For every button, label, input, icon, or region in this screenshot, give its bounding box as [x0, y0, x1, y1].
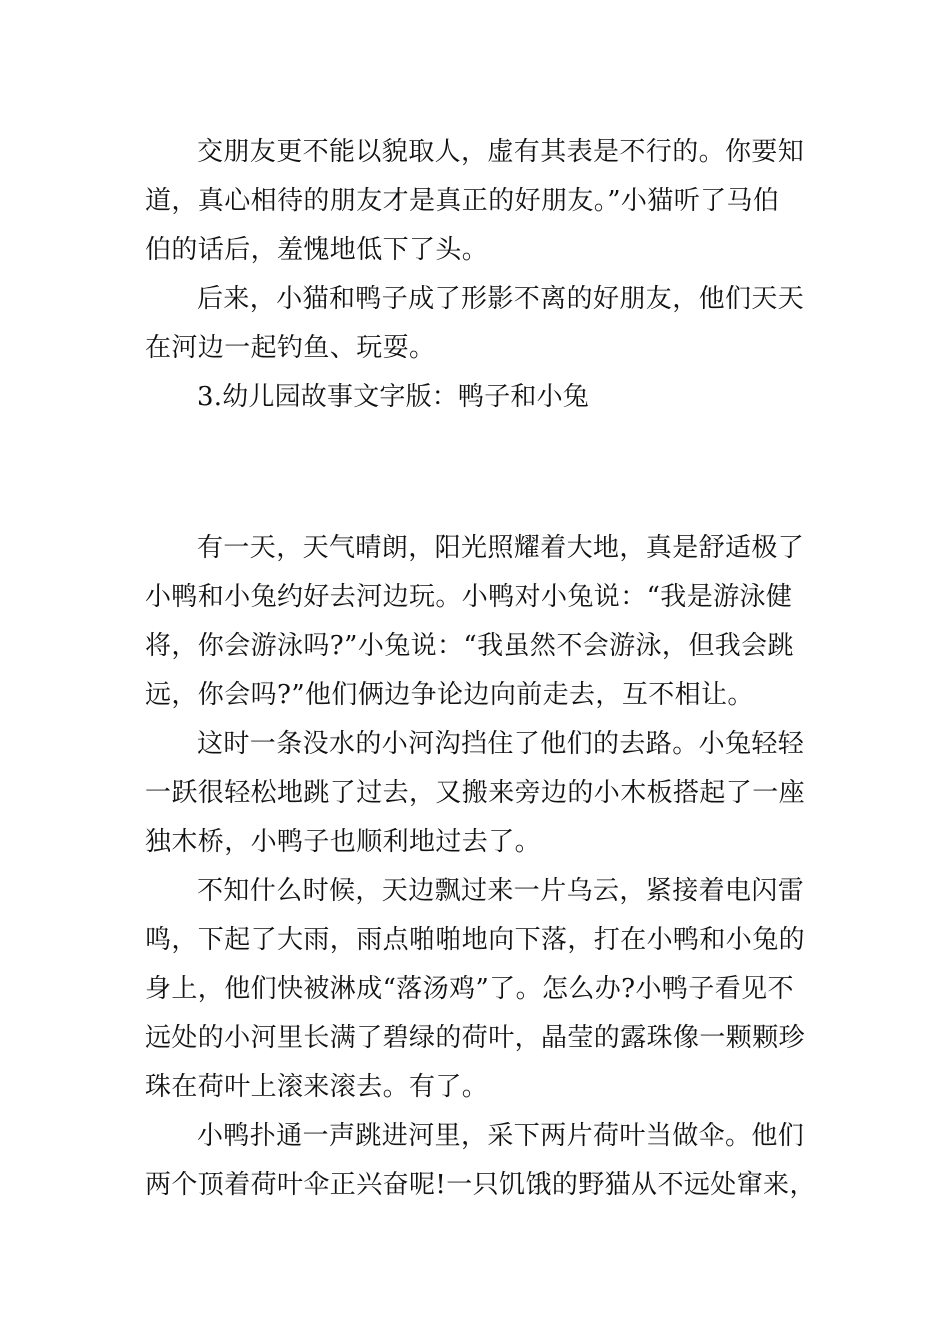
- text-line: 后来，小猫和鸭子成了形影不离的好朋友，他们天天: [197, 284, 805, 314]
- text-line: 伯的话后，羞愧地低下了头。: [145, 235, 489, 265]
- text-line: 有一天，天气晴朗，阳光照耀着大地，真是舒适极了: [197, 533, 805, 563]
- paragraph: [145, 275, 810, 373]
- paragraph: [145, 128, 810, 275]
- text-line: 一跃很轻松地跳了过去，又搬来旁边的小木板搭起了一座: [145, 778, 806, 808]
- text-line: 远，你会吗?”他们俩边争论边向前走去，互不相让。: [145, 680, 754, 710]
- text-line: 不知什么时候，天边飘过来一片乌云，紧接着电闪雷: [197, 876, 805, 906]
- text-line: 鸣，下起了大雨，雨点啪啪地向下落，打在小鸭和小兔的: [145, 925, 806, 955]
- story-text-block: [145, 524, 816, 1210]
- paragraph: [145, 867, 810, 1112]
- section-heading: 3.幼儿园故事文字版：鸭子和小兔: [197, 382, 590, 412]
- text-line: 独木桥，小鸭子也顺利地过去了。: [145, 827, 542, 857]
- text-line: 将，你会游泳吗?”小兔说：“我虽然不会游泳，但我会跳: [145, 631, 794, 661]
- text-line: 道，真心相待的朋友才是真正的好朋友。”小猫听了马伯: [145, 186, 780, 216]
- top-text-block: [145, 128, 810, 422]
- paragraph: [145, 1112, 816, 1210]
- text-line: 珠在荷叶上滚来滚去。有了。: [145, 1072, 489, 1102]
- text-line: 身上，他们快被淋成“落汤鸡”了。怎么办?小鸭子看见不: [145, 974, 794, 1004]
- text-line: 这时一条没水的小河沟挡住了他们的去路。小兔轻轻: [197, 729, 805, 759]
- text-line: 远处的小河里长满了碧绿的荷叶，晶莹的露珠像一颗颗珍: [145, 1023, 806, 1053]
- paragraph: [145, 720, 810, 867]
- text-line: 小鸭和小兔约好去河边玩。小鸭对小兔说：“我是游泳健: [145, 582, 793, 612]
- paragraph: [145, 524, 810, 720]
- text-line: 交朋友更不能以貌取人，虚有其表是不行的。你要知: [197, 137, 805, 167]
- text-line: 在河边一起钓鱼、玩耍。: [145, 333, 436, 363]
- text-line: 小鸭扑通一声跳进河里，采下两片荷叶当做伞。他们: [197, 1121, 805, 1151]
- text-line: 两个顶着荷叶伞正兴奋呢!一只饥饿的野猫从不远处窜来，: [145, 1170, 816, 1200]
